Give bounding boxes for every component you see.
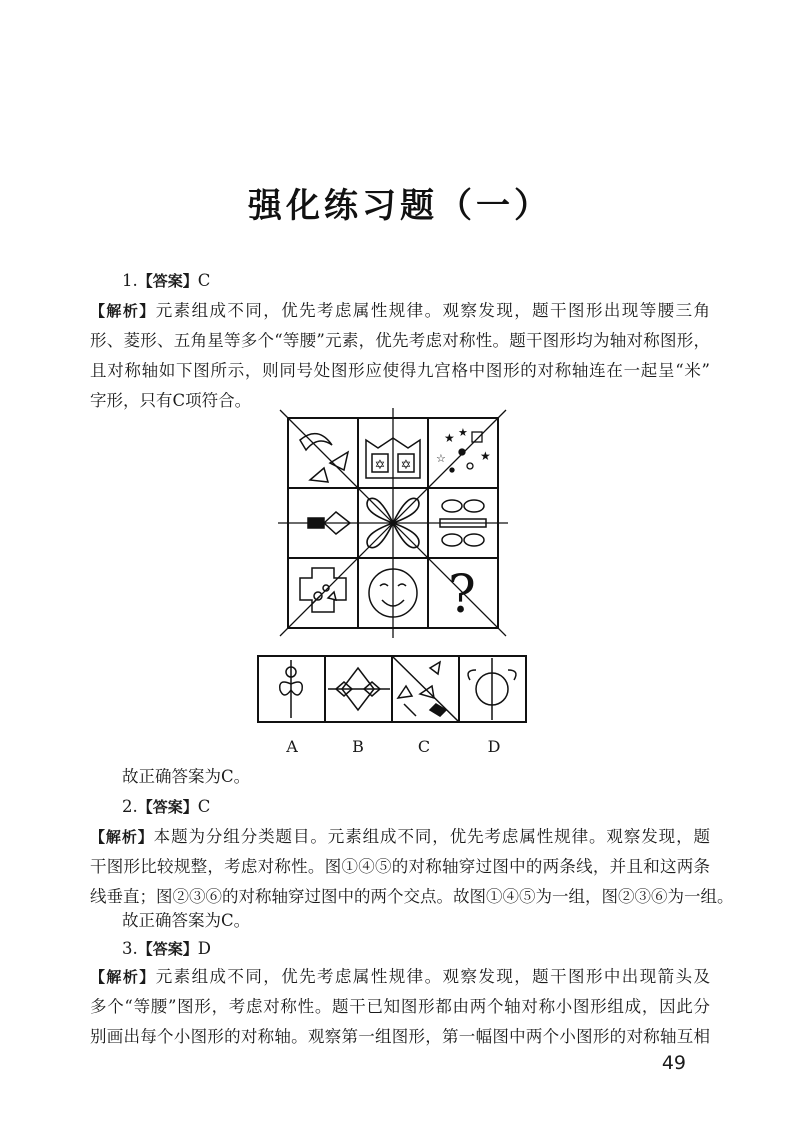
- q1-number: 1.: [122, 271, 138, 290]
- q2-analysis-line-3: 线垂直；图②③⑥的对称轴穿过图中的两个交点。故图①④⑤为一组，图②③⑥为一组。: [90, 887, 734, 906]
- page-title: 强化练习题（一）: [248, 186, 552, 226]
- option-label-a: A: [286, 737, 298, 756]
- q3-analysis-line-3: 别画出每个小图形的对称轴。观察第一组图形，第一幅图中两个小图形的对称轴互相: [90, 1027, 710, 1046]
- q3-analysis-line-1: 【解析】元素组成不同，优先考虑属性规律。观察发现，题干图形中出现箭头及: [90, 967, 710, 986]
- banner-star-icon: ✡: [400, 458, 412, 473]
- q3-number: 3.: [122, 939, 138, 958]
- option-label-b: B: [352, 737, 364, 756]
- star-icon: ★: [458, 426, 468, 439]
- q1-analysis-line-2: 形、菱形、五角星等多个“等腰”元素，优先考虑对称性。题干图形均为轴对称图形，: [90, 331, 710, 350]
- q2-answer-tag: 【答案】: [137, 798, 198, 816]
- q2-answer-value: C: [197, 797, 211, 816]
- option-a-figure: [280, 660, 303, 718]
- q1-answer-value: C: [197, 271, 211, 290]
- q1-analysis-tag: 【解析】: [90, 302, 156, 320]
- q3-answer-tag: 【答案】: [137, 940, 198, 958]
- q2-conclusion: 故正确答案为C。: [122, 911, 251, 930]
- q1-conclusion: 故正确答案为C。: [122, 767, 251, 786]
- star-icon: ★: [444, 431, 455, 445]
- page-number: 49: [661, 1052, 686, 1074]
- option-label-c: C: [417, 737, 431, 756]
- q2-analysis-line-1: 【解析】本题为分组分类题目。元素组成不同，优先考虑属性规律。观察发现，题: [90, 827, 710, 846]
- q2-analysis-line-2: 干图形比较规整，考虑对称性。图①④⑤的对称轴穿过图中的两条线，并且和这两条: [90, 857, 710, 876]
- banner-star-icon: ✡: [374, 458, 386, 473]
- star-icon: ★: [480, 449, 491, 463]
- q3-analysis-tag: 【解析】: [90, 968, 156, 986]
- q3-answer-value: D: [197, 939, 211, 958]
- q1-answer-tag: 【答案】: [137, 272, 198, 290]
- option-d-figure: [468, 658, 516, 720]
- q1-analysis-line-3: 且对称轴如下图所示，则同号处图形应使得九宫格中图形的对称轴连在一起呈“米”: [90, 361, 710, 380]
- option-b-figure: [328, 668, 390, 710]
- q2-number: 2.: [122, 797, 138, 816]
- question-mark-icon: ?: [448, 565, 476, 625]
- q1-analysis-line-1: 【解析】元素组成不同，优先考虑属性规律。观察发现，题干图形出现等腰三角: [90, 301, 710, 320]
- q1-analysis-line-4: 字形，只有C项符合。: [90, 391, 252, 410]
- star-icon: ☆: [436, 452, 446, 465]
- option-c-figure: [392, 656, 459, 722]
- option-label-d: D: [487, 737, 501, 756]
- q2-answer-line: [122, 792, 742, 822]
- q3-answer-line: [122, 934, 742, 964]
- q3-analysis-line-2: 多个“等腰”图形，考虑对称性。题干已知图形都由两个轴对称小图形组成，因此分: [90, 997, 710, 1016]
- q2-analysis-tag: 【解析】: [90, 828, 154, 846]
